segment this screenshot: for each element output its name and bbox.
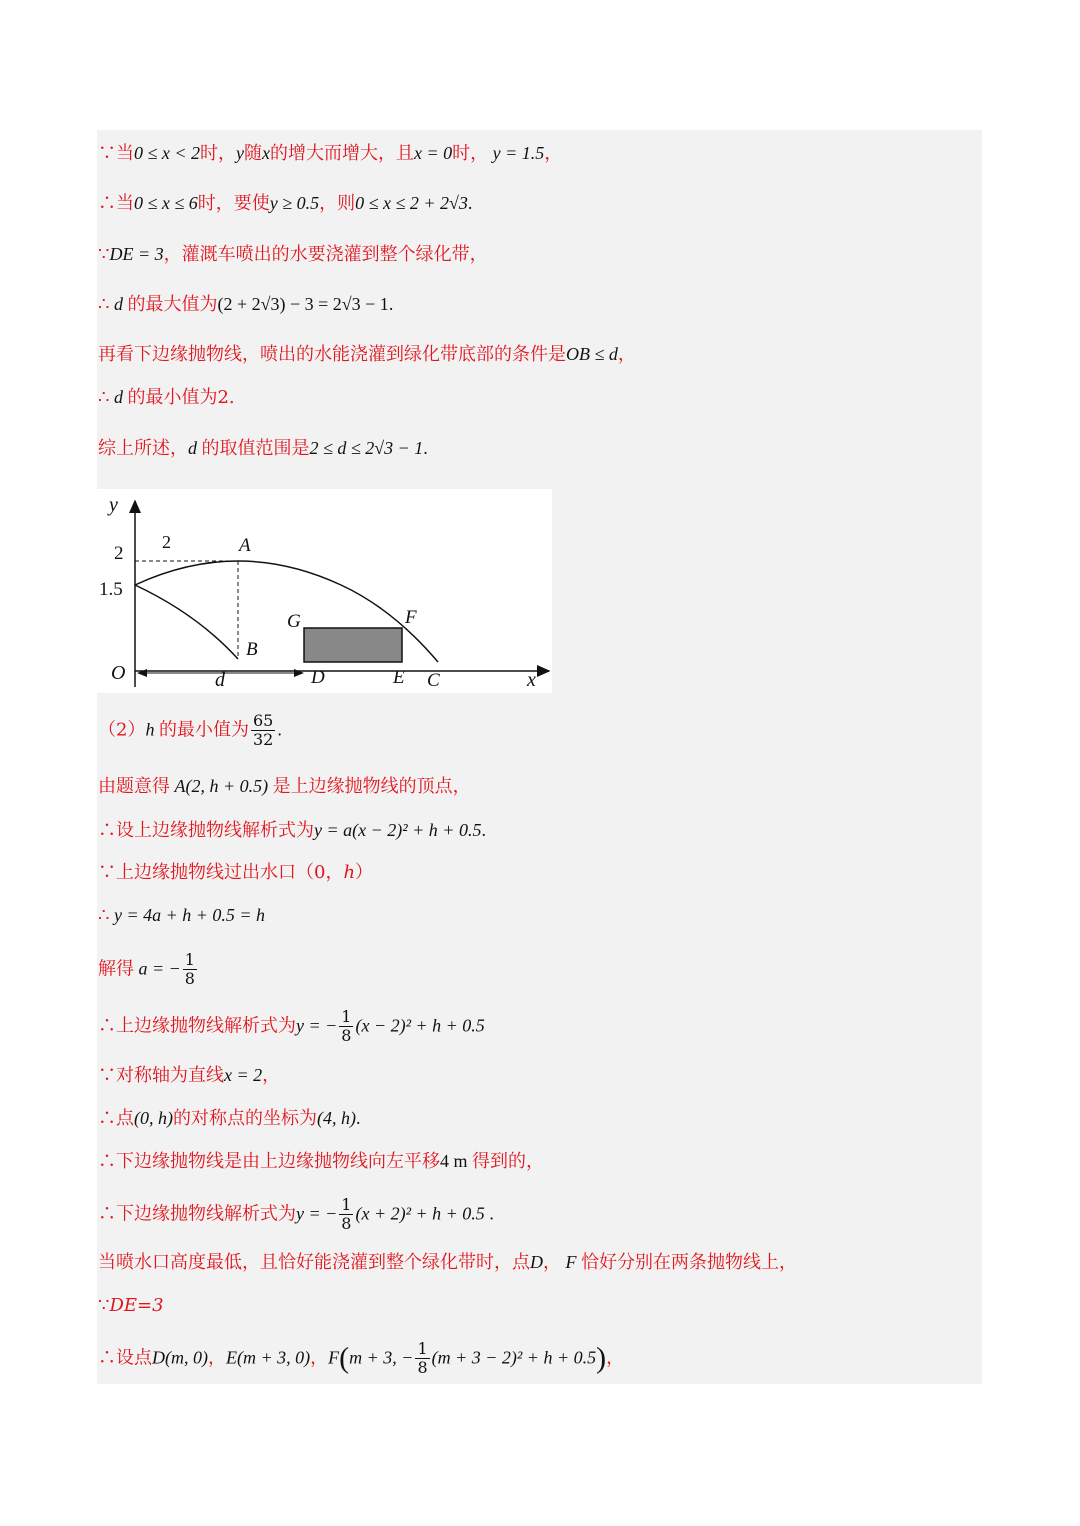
d-label: d bbox=[215, 669, 225, 691]
point-A-label: A bbox=[239, 535, 251, 556]
text: ， bbox=[617, 344, 636, 365]
d-arrow-right bbox=[294, 669, 304, 677]
text: 时， bbox=[452, 143, 489, 164]
lower-parabola bbox=[135, 585, 238, 659]
d-arrow-left bbox=[137, 669, 147, 677]
line-20 bbox=[98, 1293, 164, 1319]
point-B-label: B bbox=[246, 639, 258, 660]
math: d bbox=[113, 294, 123, 314]
line-7 bbox=[98, 435, 428, 462]
text: 的最小值为 bbox=[127, 387, 218, 408]
text: . bbox=[423, 438, 428, 458]
figure-svg bbox=[97, 489, 552, 693]
line-2 bbox=[98, 190, 472, 217]
math: DE = 3 bbox=[109, 244, 164, 264]
text: ，则 bbox=[319, 193, 356, 214]
line-16 bbox=[98, 1105, 361, 1132]
tick-2: 2 bbox=[114, 543, 124, 564]
line-19 bbox=[98, 1249, 797, 1276]
text: ∴下边缘抛物线解析式为 bbox=[98, 1203, 296, 1225]
fraction: $\frac{1}{8}$ bbox=[417, 1339, 428, 1377]
green-belt-rect bbox=[304, 628, 402, 662]
text: ∵对称轴为直线 bbox=[98, 1065, 224, 1086]
text: 的取值范围是 bbox=[201, 438, 310, 459]
text: ∵ bbox=[98, 1295, 110, 1316]
line-17 bbox=[98, 1148, 544, 1175]
line-13 bbox=[98, 951, 199, 988]
text: 的增大而增大，且 bbox=[270, 143, 415, 164]
line-6 bbox=[98, 384, 235, 411]
point-E-label: E bbox=[393, 667, 405, 688]
text: 恰好分别在两条抛物线上， bbox=[581, 1252, 797, 1273]
point-G-label: G bbox=[287, 611, 301, 632]
math: y = 1.5 bbox=[492, 143, 545, 163]
tick-1-5: 1.5 bbox=[99, 579, 123, 600]
math: D bbox=[530, 1252, 543, 1272]
fraction: $\frac{1}{8}$ bbox=[341, 1007, 352, 1045]
math: y = a(x − 2)² + h + 0.5 bbox=[314, 820, 482, 840]
line-11 bbox=[98, 860, 373, 886]
math: m + 3, − bbox=[349, 1347, 414, 1368]
math: d bbox=[188, 438, 197, 458]
math: F bbox=[565, 1252, 577, 1272]
math: D(m, 0) bbox=[152, 1347, 208, 1368]
text: ， bbox=[606, 1347, 625, 1369]
fraction: $\frac{65}{32}$ bbox=[252, 711, 274, 749]
point-C-label: C bbox=[427, 670, 440, 691]
text: . bbox=[228, 387, 235, 408]
math: a = − bbox=[138, 958, 181, 979]
math: A(2, h + 0.5) bbox=[174, 776, 269, 796]
text: ，灌溉车喷出的水要浇灌到整个绿化带， bbox=[163, 244, 488, 265]
math: (4, h) bbox=[317, 1108, 356, 1128]
parabola-figure bbox=[97, 489, 552, 693]
math: y ≥ 0.5 bbox=[269, 193, 320, 213]
line-4 bbox=[98, 291, 393, 318]
math: y bbox=[236, 143, 245, 163]
math: (2 + 2√3) − 3 = 2√3 − 1 bbox=[217, 294, 389, 314]
text: 综上所述， bbox=[98, 438, 188, 459]
fraction: $\frac{1}{8}$ bbox=[341, 1195, 352, 1233]
text: ） bbox=[355, 862, 374, 883]
text: 由题意得 bbox=[98, 776, 170, 797]
text: 的最大值为 bbox=[127, 294, 218, 315]
text: ， bbox=[208, 1347, 226, 1369]
line-5 bbox=[98, 341, 636, 368]
text: 时， bbox=[200, 143, 237, 164]
math: (x + 2)² + h + 0.5 bbox=[355, 1203, 485, 1224]
text: 是上边缘抛物线的顶点， bbox=[272, 776, 471, 797]
text: 解得 bbox=[98, 958, 134, 980]
text: ∴ bbox=[98, 294, 110, 315]
point-D-label: D bbox=[311, 667, 325, 688]
text: . bbox=[481, 820, 486, 840]
text: ， bbox=[543, 1252, 561, 1273]
line-1 bbox=[98, 140, 562, 167]
text: ∴ bbox=[98, 905, 110, 926]
math: y = − bbox=[296, 1203, 338, 1224]
text: 再看下边缘抛物线，喷出的水能浇灌到绿化带底部的条件是 bbox=[98, 344, 566, 365]
text: ， bbox=[544, 143, 563, 164]
math: x = 2 bbox=[224, 1065, 263, 1085]
math: x bbox=[262, 143, 271, 163]
text: ， bbox=[262, 1065, 281, 1086]
text: 随 bbox=[244, 143, 263, 164]
segment-2-label: 2 bbox=[162, 532, 171, 552]
line-3 bbox=[98, 241, 488, 268]
point-F-label: F bbox=[405, 607, 417, 628]
left-paren: ( bbox=[339, 1341, 350, 1375]
origin-label: O bbox=[111, 662, 126, 684]
text: ∵当 bbox=[98, 143, 134, 164]
text: . bbox=[467, 193, 473, 213]
line-18 bbox=[98, 1196, 494, 1233]
math: 2 ≤ d ≤ 2√3 − 1 bbox=[309, 438, 424, 458]
line-8 bbox=[98, 712, 282, 749]
math: 4 m bbox=[440, 1151, 468, 1171]
text: 得到的， bbox=[472, 1151, 545, 1172]
text: ∴设点 bbox=[98, 1347, 152, 1369]
fraction: $\frac{1}{8}$ bbox=[184, 950, 195, 988]
text: 当喷水口高度最低，且恰好能浇灌到整个绿化带时，点 bbox=[98, 1252, 530, 1273]
text: （2） bbox=[98, 719, 146, 741]
math: h bbox=[343, 862, 356, 883]
math: d bbox=[113, 387, 123, 407]
text: . bbox=[277, 719, 282, 740]
math: 0 ≤ x ≤ 2 + 2√3 bbox=[355, 193, 468, 213]
text: ∴当 bbox=[98, 193, 134, 214]
math: (0, h) bbox=[134, 1108, 173, 1128]
line-15 bbox=[98, 1062, 280, 1089]
text: ， bbox=[310, 1347, 329, 1369]
math: F bbox=[328, 1347, 340, 1368]
line-14 bbox=[98, 1008, 485, 1045]
math: DE=3 bbox=[109, 1295, 164, 1316]
text: ∵ bbox=[98, 244, 110, 265]
text: ∵上边缘抛物线过出水口（0， bbox=[98, 862, 344, 883]
math: y = 4a + h + 0.5 = h bbox=[113, 905, 266, 925]
math: 0 ≤ x < 2 bbox=[134, 143, 201, 163]
right-paren: ) bbox=[596, 1341, 607, 1375]
text: ∴设上边缘抛物线解析式为 bbox=[98, 820, 314, 841]
text: . bbox=[489, 1203, 494, 1224]
math: (m + 3 − 2)² + h + 0.5 bbox=[431, 1347, 597, 1368]
math: (x − 2)² + h + 0.5 bbox=[355, 1015, 485, 1036]
line-9 bbox=[98, 773, 471, 800]
text: ∴点 bbox=[98, 1108, 134, 1129]
line-12 bbox=[98, 902, 265, 929]
math: 0 ≤ x ≤ 6 bbox=[134, 193, 198, 213]
text: 的最小值为 bbox=[158, 719, 249, 741]
math: OB ≤ d bbox=[566, 344, 618, 364]
math: x = 0 bbox=[414, 143, 453, 163]
math: y = − bbox=[296, 1015, 338, 1036]
text: . bbox=[388, 294, 394, 314]
text: 的对称点的坐标为 bbox=[173, 1108, 317, 1129]
text: ∴ bbox=[98, 387, 110, 408]
line-21 bbox=[98, 1340, 624, 1377]
label-x: x bbox=[527, 669, 536, 691]
line-10 bbox=[98, 817, 486, 844]
text: 时，要使 bbox=[197, 193, 270, 214]
text: ∴上边缘抛物线解析式为 bbox=[98, 1015, 296, 1037]
label-y: y bbox=[109, 494, 118, 516]
math: h bbox=[145, 719, 155, 740]
text: ∴下边缘抛物线是由上边缘抛物线向左平移 bbox=[98, 1151, 440, 1172]
math: E(m + 3, 0) bbox=[226, 1347, 311, 1368]
text: 2 bbox=[217, 387, 229, 408]
text: . bbox=[356, 1108, 361, 1128]
